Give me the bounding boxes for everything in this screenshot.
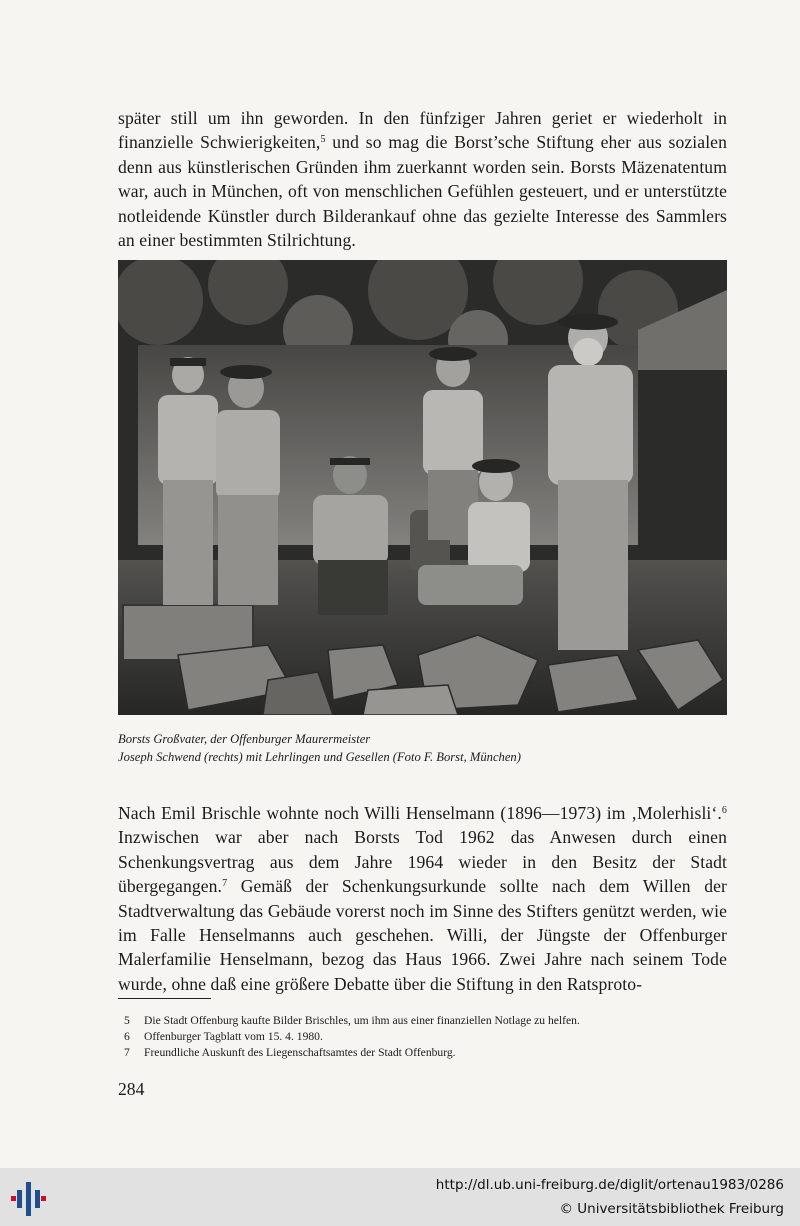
photo-caption-line-2: Joseph Schwend (rechts) mit Lehrlingen und Gesellen (Foto F. Borst, München) bbox=[118, 750, 521, 764]
footnote-text: Freundliche Auskunft des Liegenschaftsamtes der Stadt Offenburg. bbox=[144, 1046, 456, 1059]
paragraph-1-text-a: später still um ihn geworden. In den fünfziger Jahren geriet er wiederholt in finanzielle Schwierigkeiten, bbox=[118, 108, 727, 153]
footer-bar bbox=[0, 1168, 800, 1226]
historic-photograph bbox=[118, 260, 727, 715]
footnote-text: Offenburger Tagblatt vom 15. 4. 1980. bbox=[144, 1030, 323, 1043]
paragraph-1-text-b: und so mag die Borst’sche Stiftung eher aus sozialen denn aus künstlerischen Gründen ihm zuerkannt worden sein. Borsts Mäzenatentum war, auch in München, oft von menschlichen Gefühlen gesteuert, und er unterstützte notleidende Künstler durch Bilderankauf ohne das gezielte Interesse des Sammlers an einer bestimmten Stilrichtung. bbox=[118, 132, 727, 251]
body-paragraph-1 bbox=[118, 106, 727, 252]
footnote-number: 5 bbox=[124, 1014, 130, 1027]
footnote-7 bbox=[124, 1045, 456, 1061]
footnote-divider bbox=[118, 998, 211, 999]
footnote-number: 6 bbox=[124, 1030, 130, 1043]
body-paragraph-2 bbox=[118, 801, 727, 996]
footnote-number: 7 bbox=[124, 1046, 130, 1059]
footnote-ref-6: 6 bbox=[721, 805, 727, 816]
permalink-url-link[interactable]: http://dl.ub.uni-freiburg.de/diglit/ortenau1983/0286 bbox=[435, 1177, 784, 1193]
copyright-notice: © Universitätsbibliothek Freiburg bbox=[559, 1201, 784, 1217]
footnote-ref-5: 5 bbox=[320, 134, 326, 146]
university-library-logo-icon bbox=[8, 1176, 52, 1220]
footnote-ref-7: 7 bbox=[222, 878, 228, 890]
footnote-text: Die Stadt Offenburg kaufte Bilder Brischles, um ihm aus einer finanziellen Notlage zu helfen. bbox=[144, 1014, 580, 1027]
photo-caption-line-1: Borsts Großvater, der Offenburger Maurermeister bbox=[118, 732, 371, 746]
paragraph-2-text-c: Gemäß der Schenkungsurkunde sollte nach dem Willen der Stadtverwaltung das Gebäude vorerst noch im Sinne des Stifters genützt werden, wie im Falle Henselmanns auch geschehen. Willi, der Jüngste der Offenburger Malerfamilie Henselmann, bezog das Haus 1966. Zwei Jahre nach seinem Tode wurde, ohne daß eine größere Debatte über die Stiftung in den Ratsproto- bbox=[118, 876, 727, 994]
paragraph-2-text-b: Inzwischen war aber nach Borsts Tod 1962 das Anwesen durch einen Schenkungsvertrag aus dem Jahre 1964 wieder in den Besitz der Stadt übergegangen. bbox=[118, 827, 727, 897]
paragraph-2-text-a: Nach Emil Brischle wohnte noch Willi Henselmann (1896—1973) im ‚Molerhisli‘. bbox=[118, 803, 722, 823]
footnote-6 bbox=[124, 1029, 323, 1045]
page-number: 284 bbox=[118, 1079, 145, 1099]
photograph-image bbox=[118, 260, 727, 715]
footnote-5 bbox=[124, 1013, 580, 1029]
